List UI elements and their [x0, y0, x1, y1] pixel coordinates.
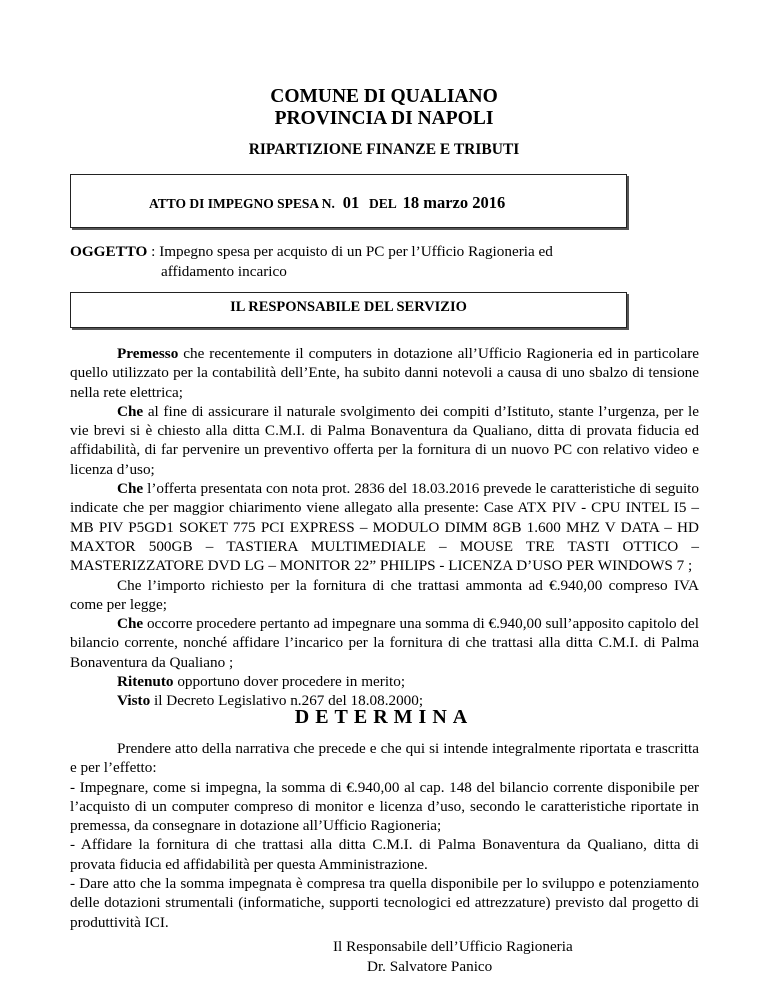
determina-item: - Impegnare, come si impegna, la somma di €.940,00 al cap. 148 del bilancio corrente disponibile per l’acquisto di un computer compreso di monitor e licenza d’uso, secondo le caratteristiche riportate in premessa, da consegnare in dotazione all’Ufficio Ragioneria; — [70, 778, 699, 835]
premise-text: Che l’importo richiesto per la fornitura di che trattasi ammonta ad €.940,00 compreso IVA come per legge; — [70, 576, 699, 613]
premise-text: che recentemente il computers in dotazione all’Ufficio Ragioneria ed in particolare quello utilizzato per la contabilità dell’Ente, ha subito danni notevoli a causa di uno sbalzo di tensione nella rete elettrica; — [70, 345, 699, 401]
premise-keyword: Che — [117, 615, 144, 633]
signature-name: Dr. Salvatore Panico — [367, 958, 493, 975]
subject-line-1: : Impegno spesa per acquisto di un PC per l’Ufficio Ragioneria ed — [151, 243, 553, 260]
premise-paragraph — [70, 479, 699, 575]
responsible-title: IL RESPONSABILE DEL SERVIZIO — [230, 299, 467, 315]
premise-paragraph — [70, 576, 699, 615]
subject-label: OGGETTO — [70, 243, 148, 260]
premise-paragraph — [70, 672, 699, 691]
act-date: 18 marzo 2016 — [402, 193, 506, 212]
act-prefix: ATTO DI IMPEGNO SPESA N. — [149, 196, 335, 211]
premise-text: il Decreto Legislativo n.267 del 18.08.2000; — [150, 692, 424, 710]
premise-keyword: Che — [117, 402, 144, 420]
premise-paragraph — [70, 614, 699, 672]
premise-text: l’offerta presentata con nota prot. 2836 del 18.03.2016 prevede le caratteristiche di seguito indicate che per maggior chiarimento viene allegato alla presente: Case ATX PIV - CPU INTEL I5 – MB PIV P5GD1 SOKET 775 PCI EXPRESS – MODULO DIMM 8GB 1.600 MHZ V DATA – HD MAXTOR 500GB – TASTIERA MULTIMEDIALE – MOUSE TRE TASTI OTTICO – MASTERIZZATORE DVD LG – MONITOR 22” PHILIPS - LICENZA D’USO PER WINDOWS 7 ; — [70, 480, 699, 575]
determina-item: - Affidare la fornitura di che trattasi alla ditta C.M.I. di Palma Bonaventura da Qualiano, ditta di provata fiducia ed affidabilità per questa Amministrazione. — [70, 836, 699, 873]
determina-item: - Dare atto che la somma impegnata è compresa tra quella disponibile per lo sviluppo e potenziamento delle dotazioni strumentali (informatiche, supporti tecnologici ed attrezzature) previsto dal progetto di produttività ICI. — [70, 875, 699, 931]
act-number: 01 — [342, 193, 360, 212]
premises-section — [70, 344, 699, 711]
determina-intro: Prendere atto della narrativa che precede e che qui si intende integralmente riportata e trascritta e per l’effetto: — [70, 740, 699, 777]
premise-keyword: Che — [117, 480, 144, 498]
premise-paragraph — [70, 402, 699, 479]
premise-text: occorre procedere pertanto ad impegnare una somma di €.940,00 sull’apposito capitolo del bilancio corrente, nonché affidare l’incarico per la fornitura di che trattasi alla ditta C.M.I. di Palma Bonaventura da Qualiano ; — [70, 615, 700, 671]
municipality-name: COMUNE DI QUALIANO — [270, 86, 498, 107]
premise-keyword: Visto — [117, 692, 151, 710]
province-name: PROVINCIA DI NAPOLI — [274, 108, 494, 129]
department-title: RIPARTIZIONE FINANZE E TRIBUTI — [248, 141, 520, 158]
responsible-box — [70, 292, 627, 328]
determina-section — [70, 739, 699, 932]
act-box — [70, 174, 627, 228]
premise-keyword: Premesso — [117, 345, 179, 362]
signature-role: Il Responsabile dell’Ufficio Ragioneria — [333, 938, 573, 955]
premise-keyword: Ritenuto — [117, 673, 174, 691]
subject-block — [70, 243, 670, 281]
subject-line-2: affidamento incarico — [161, 263, 287, 280]
act-del-label: DEL — [369, 196, 397, 211]
premise-text: opportuno dover procedere in merito; — [173, 673, 406, 691]
determina-title: DETERMINA — [294, 706, 474, 728]
premise-paragraph — [70, 344, 699, 402]
premise-text: al fine di assicurare il naturale svolgimento dei compiti d’Istituto, stante l’urgenza, per le vie brevi si è chiesto alla ditta C.M.I. di Palma Bonaventura da Qualiano, ditta di provata fiducia ed affidabilità, di far pervenire un preventivo offerta per la fornitura di un nuovo PC con relativo video e licenza d’uso; — [70, 402, 699, 478]
